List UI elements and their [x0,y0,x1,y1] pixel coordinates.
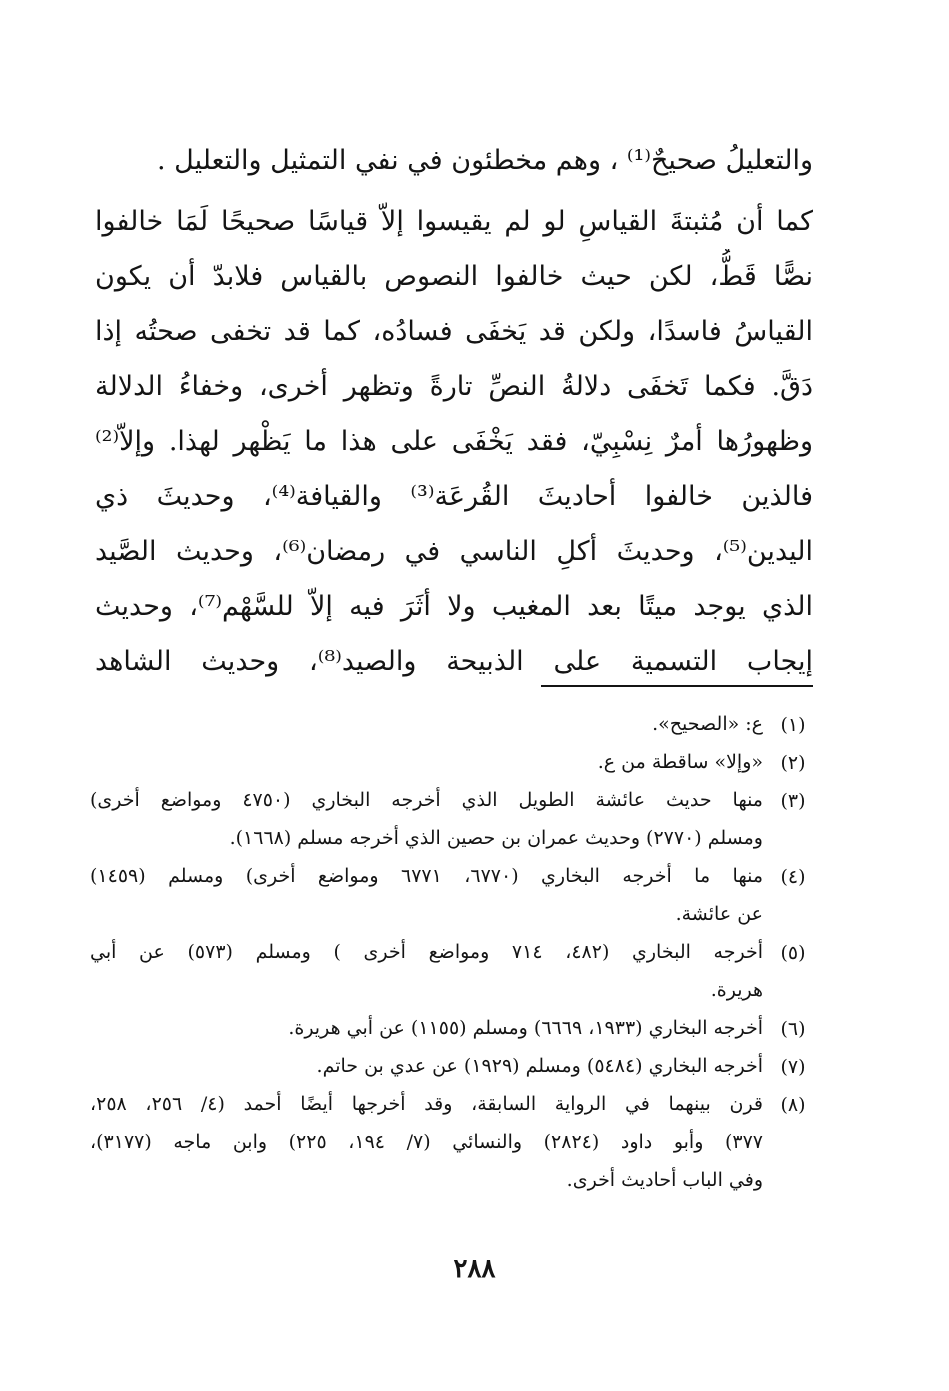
main-text-line: الذي يوجد ميتًا بعد المغيب ولا أثَرَ فيه إلاّ للسَّهْم⁽⁷⁾، وحديث [95,591,813,622]
footnote-2 [90,743,815,781]
footnote-line: وفي الباب أحاديث أخرى. [566,1169,763,1191]
footnote-3 [90,781,815,857]
footnote-line: أخرجه البخاري (٥٤٨٤) ومسلم (١٩٢٩) عن عدي بن حاتم. [316,1055,763,1077]
main-text-line: كما أن مُثبتةَ القياسِ لو لم يقيسوا إلاّ قياسًا صحيحًا لَمَا خالفوا [95,206,813,237]
footnote-number: (٤) [780,866,806,888]
footnote-line: أخرجه البخاري (١٩٣٣، ٦٦٦٩) ومسلم (١١٥٥) عن أبي هريرة. [288,1017,763,1039]
main-text-line: وظهورُها أمرٌ نِسْبِيّ، فقد يَخْفَى على هذا ما يَظْهر لهذا. وإلاّ⁽²⁾ [95,426,813,457]
footnote-number: (٣) [780,790,806,812]
footnote-8 [90,1085,815,1199]
footnote-line: منها ما أخرجه البخاري (٦٧٧٠، ٦٧٧١ ومواضع أخرى) ومسلم (١٤٥٩) [90,865,763,887]
footnote-rule-line [541,685,813,687]
footnote-number: (٦) [780,1018,806,1040]
footnote-number: (٨) [780,1094,806,1116]
main-text-line: اليدين⁽⁵⁾، وحديثَ أكلِ الناسي في رمضان⁽⁶⁾، وحديث الصَّيد [95,536,813,567]
footnote-number: (٧) [780,1056,806,1078]
main-text-block [95,128,813,689]
main-text-line: فالذين خالفوا أحاديثَ القُرعَة⁽³⁾ والقيافة⁽⁴⁾، وحديثَ ذي [95,481,813,512]
main-paragraph [95,128,813,689]
footnote-line: أخرجه البخاري (٤٨٢، ٧١٤ ومواضع أخرى ) ومسلم (٥٧٣) عن أبي [90,941,763,963]
main-text-line: إيجاب التسمية على الذبيحة والصيد⁽⁸⁾، وحديث الشاهد [95,646,813,677]
main-text-line: نصًّا قَطُّ، لكن حيث خالفوا النصوص بالقياس فلابدّ أن يكون [95,261,813,292]
footnote-line: ٣٧٧) وأبو داود (٢٨٢٤) والنسائي (٧/ ١٩٤، ٢٢٥) وابن ماجه (٣١٧٧)، [90,1131,763,1153]
footnote-1 [90,705,815,743]
main-text-line: القياسُ فاسدًا، ولكن قد يَخفَى فسادُه، كما قد تخفى صحتُه إذا [95,316,813,347]
footnote-number: (٢) [780,752,806,774]
footnote-line: ومسلم (٢٧٧٠) وحديث عمران بن حصين الذي أخرجه مسلم (١٦٦٨). [229,827,763,849]
main-text-line: والتعليلُ صحيحٌ⁽¹⁾ ، وهم مخطئون في نفي التمثيل والتعليل . [156,145,813,176]
footnote-line: «وإلا» ساقطة من ع. [597,751,763,773]
footnotes-block [90,705,815,1199]
footnote-line: هريرة. [710,979,763,1001]
footnote-line: منها حديث عائشة الطويل الذي أخرجه البخاري (٤٧٥٠ ومواضع أخرى) [90,789,763,811]
footnote-line: ع: «الصحيح». [652,713,763,735]
footnote-6 [90,1009,815,1047]
footnote-line: عن عائشة. [675,903,763,925]
footnote-7 [90,1047,815,1085]
footnote-number: (١) [780,714,806,736]
footnote-line: قرن بينهما في الرواية السابقة، وقد أخرجها أيضًا أحمد (٤/ ٢٥٦، ٢٥٨، [90,1093,763,1115]
footnote-4 [90,857,815,933]
page-number: ٢٨٨ [453,1254,496,1284]
main-text-line: دَقَّ. فكما تَخفَى دلالةُ النصِّ تارةً وتظهر أخرى، وخفاءُ الدلالة [95,371,813,402]
footnote-5 [90,933,815,1009]
footnote-number: (٥) [780,942,806,964]
